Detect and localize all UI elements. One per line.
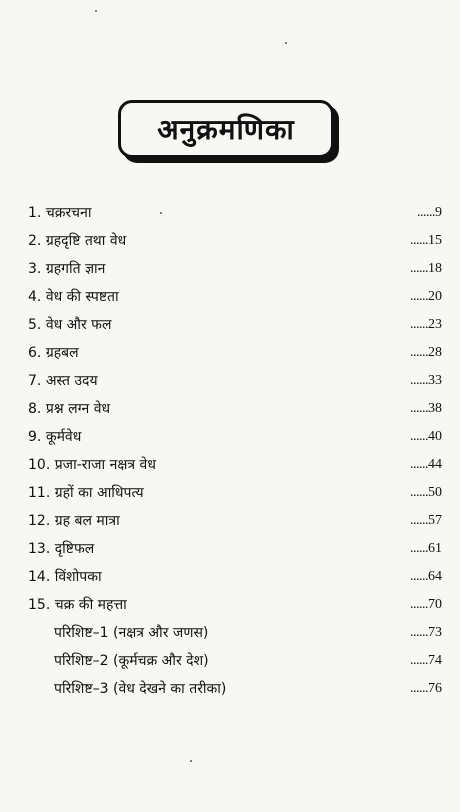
page-number xyxy=(410,287,442,307)
page-number xyxy=(410,371,442,391)
leader-dots: ...... xyxy=(410,289,428,304)
page-number xyxy=(417,203,442,223)
chapter-title xyxy=(28,371,98,391)
chapter-title xyxy=(28,287,119,307)
page-number-value: 20 xyxy=(428,289,442,304)
appendix-row xyxy=(28,623,442,651)
leader-dots: ...... xyxy=(410,401,428,416)
entry-text: वेध और फल xyxy=(45,317,112,333)
scan-speck xyxy=(285,42,287,44)
chapter-title xyxy=(28,427,81,447)
toc-row xyxy=(28,595,442,623)
chapter-number: 7. xyxy=(28,373,42,389)
appendix-title xyxy=(54,623,208,643)
chapter-number: 4. xyxy=(28,289,42,305)
chapter-title xyxy=(28,203,91,223)
entry-text: विंशोपका xyxy=(54,569,102,585)
page-number-value: 44 xyxy=(428,457,442,472)
chapter-number: 9. xyxy=(28,429,42,445)
page-number xyxy=(410,427,442,447)
leader-dots: ...... xyxy=(417,205,435,220)
page-number xyxy=(410,595,442,615)
leader-dots: ...... xyxy=(410,541,428,556)
table-of-contents xyxy=(28,203,442,707)
leader-dots: ...... xyxy=(410,681,428,696)
page-number xyxy=(410,567,442,587)
chapter-title xyxy=(28,483,144,503)
leader-dots: ...... xyxy=(410,345,428,360)
entry-text: अस्त उदय xyxy=(45,373,98,389)
chapter-number: 8. xyxy=(28,401,42,417)
chapter-number: 13. xyxy=(28,541,51,557)
page-number-value: 74 xyxy=(428,653,442,668)
leader-dots: ...... xyxy=(410,653,428,668)
leader-dots: ...... xyxy=(410,373,428,388)
page-number xyxy=(410,259,442,279)
chapter-list xyxy=(28,203,442,623)
page-number xyxy=(410,539,442,559)
chapter-title xyxy=(28,231,126,251)
chapter-number: 11. xyxy=(28,485,51,501)
chapter-title xyxy=(28,511,120,531)
leader-dots: ...... xyxy=(410,569,428,584)
page-number-value: 40 xyxy=(428,429,442,444)
page-number-value: 33 xyxy=(428,373,442,388)
page-number-value: 38 xyxy=(428,401,442,416)
entry-text: प्रश्न लग्न वेध xyxy=(45,401,111,417)
toc-row xyxy=(28,259,442,287)
page-number xyxy=(410,399,442,419)
chapter-title xyxy=(28,343,79,363)
entry-text: चक्र की महत्ता xyxy=(54,597,127,613)
leader-dots: ...... xyxy=(410,317,428,332)
toc-row xyxy=(28,203,442,231)
leader-dots: ...... xyxy=(410,429,428,444)
toc-row xyxy=(28,371,442,399)
page-number-value: 23 xyxy=(428,317,442,332)
page-number-value: 76 xyxy=(428,681,442,696)
page-number-value: 18 xyxy=(428,261,442,276)
entry-text: ग्रह बल मात्रा xyxy=(54,513,120,529)
entry-text: प्रजा-राजा नक्षत्र वेध xyxy=(54,457,156,473)
leader-dots: ...... xyxy=(410,457,428,472)
chapter-number: 2. xyxy=(28,233,42,249)
leader-dots: ...... xyxy=(410,597,428,612)
entry-text: परिशिष्ट–2 (कूर्मचक्र और देश) xyxy=(54,653,209,669)
entry-text: ग्रहों का आधिपत्य xyxy=(54,485,144,501)
chapter-title xyxy=(28,455,156,475)
page-number-value: 9 xyxy=(435,205,442,220)
page-number-value: 57 xyxy=(428,513,442,528)
appendix-title xyxy=(54,651,209,671)
toc-row xyxy=(28,483,442,511)
entry-text: परिशिष्ट–3 (वेध देखने का तरीका) xyxy=(54,681,227,697)
chapter-number: 10. xyxy=(28,457,51,473)
chapter-title xyxy=(28,259,105,279)
leader-dots: ...... xyxy=(410,261,428,276)
chapter-title xyxy=(28,399,110,419)
toc-row xyxy=(28,399,442,427)
page-number-value: 50 xyxy=(428,485,442,500)
page-number xyxy=(410,231,442,251)
page-number xyxy=(410,679,442,699)
page-number-value: 15 xyxy=(428,233,442,248)
page-number-value: 73 xyxy=(428,625,442,640)
appendix-row xyxy=(28,651,442,679)
chapter-number: 15. xyxy=(28,597,51,613)
toc-row xyxy=(28,455,442,483)
page-number-value: 64 xyxy=(428,569,442,584)
page-number xyxy=(410,315,442,335)
entry-text: चक्ररचना xyxy=(45,205,92,221)
entry-text: कूर्मवेध xyxy=(45,429,82,445)
leader-dots: ...... xyxy=(410,513,428,528)
leader-dots: ...... xyxy=(410,485,428,500)
toc-row xyxy=(28,511,442,539)
entry-text: ग्रहदृष्टि तथा वेध xyxy=(45,233,127,249)
entry-text: वेध की स्पष्टता xyxy=(45,289,119,305)
chapter-number: 1. xyxy=(28,205,42,221)
appendix-row xyxy=(28,679,442,707)
scan-speck xyxy=(95,10,97,12)
entry-text: परिशिष्ट–1 (नक्षत्र और जणस) xyxy=(54,625,209,641)
toc-row xyxy=(28,343,442,371)
page-number-value: 61 xyxy=(428,541,442,556)
chapter-number: 6. xyxy=(28,345,42,361)
scan-speck xyxy=(190,760,192,762)
page-number xyxy=(410,455,442,475)
toc-row xyxy=(28,427,442,455)
entry-text: ग्रहगति ज्ञान xyxy=(45,261,106,277)
page-number-value: 28 xyxy=(428,345,442,360)
scan-speck xyxy=(160,212,162,214)
page-number xyxy=(410,343,442,363)
appendix-title xyxy=(54,679,226,699)
entry-text: दृष्टिफल xyxy=(54,541,95,557)
page-number-value: 70 xyxy=(428,597,442,612)
chapter-title xyxy=(28,539,94,559)
chapter-title xyxy=(28,595,127,615)
leader-dots: ...... xyxy=(410,233,428,248)
chapter-number: 3. xyxy=(28,261,42,277)
toc-row xyxy=(28,567,442,595)
chapter-number: 12. xyxy=(28,513,51,529)
page-number xyxy=(410,511,442,531)
index-title: अनुक्रमणिका xyxy=(118,100,334,158)
page-number xyxy=(410,483,442,503)
appendix-list xyxy=(28,623,442,707)
leader-dots: ...... xyxy=(410,625,428,640)
page-number xyxy=(410,651,442,671)
entry-text: ग्रहबल xyxy=(45,345,79,361)
chapter-number: 5. xyxy=(28,317,42,333)
toc-row xyxy=(28,539,442,567)
toc-row xyxy=(28,287,442,315)
toc-row xyxy=(28,231,442,259)
toc-row xyxy=(28,315,442,343)
page-number xyxy=(410,623,442,643)
chapter-title xyxy=(28,567,102,587)
chapter-number: 14. xyxy=(28,569,51,585)
chapter-title xyxy=(28,315,111,335)
